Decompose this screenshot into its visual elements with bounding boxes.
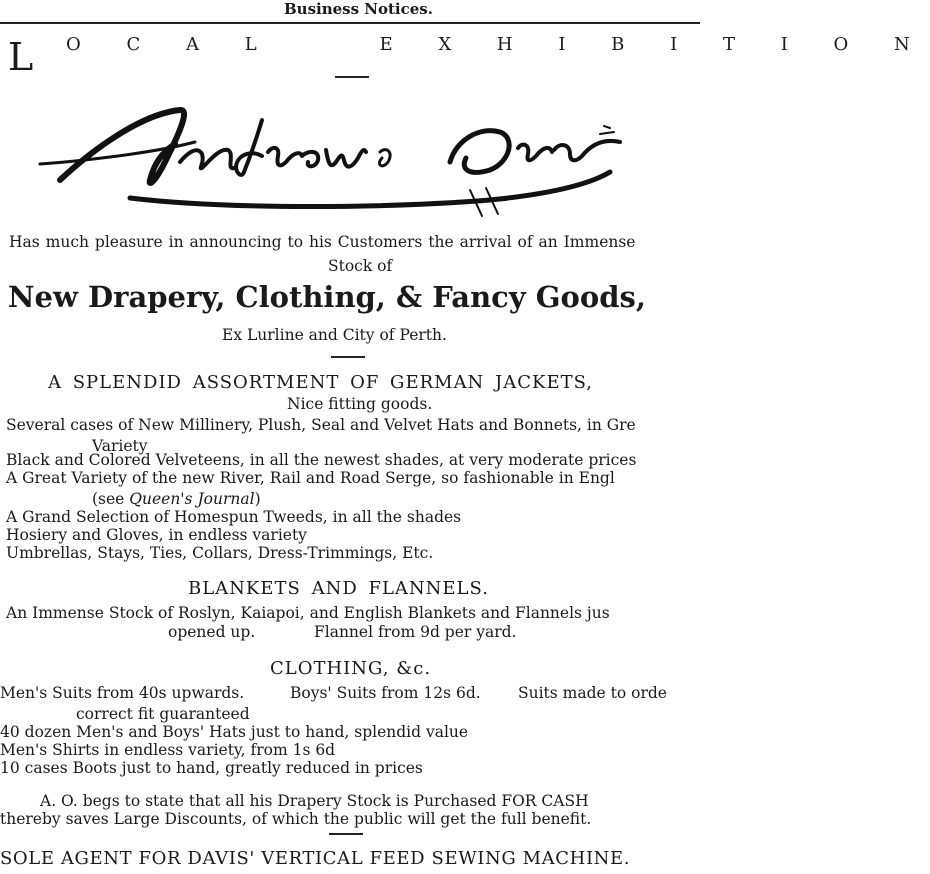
item-hosiery: Hosiery and Gloves, in endless variety [6,526,307,544]
intro-line-1: Has much pleasure in announcing to his Customers the arrival of an Immense [9,233,636,251]
item-millinery-cont: Variety [92,437,148,455]
clothing-hats: 40 dozen Men's and Boys' Hats just to hand, splendid value [0,723,469,741]
jackets-sub: Nice fitting goods. [287,395,433,413]
blankets-line-1: An Immense Stock of Roslyn, Kaiapoi, and English Blankets and Flannels jus [6,604,610,622]
signature-image [30,92,640,222]
exhibition-title: O C A L E X H I B I T I O N [66,34,930,55]
item-millinery: Several cases of New Millinery, Plush, Seal and Velvet Hats and Bonnets, in Gre [6,416,636,434]
intro-line-2: Stock of [328,257,393,275]
main-headline: New Drapery, Clothing, & Fancy Goods, [8,280,646,314]
journal-title: Queen's Journal [129,490,255,508]
item-serge-note-pre: (see [92,490,130,508]
section-title: Business Notices. [284,0,433,18]
blankets-heading: BLANKETS AND FLANNELS. [188,578,489,599]
clothing-fit: correct fit guaranteed [76,705,250,723]
drop-initial: L [8,35,34,79]
blankets-line-2b: Flannel from 9d per yard. [314,623,517,641]
divider-1 [335,76,369,78]
divider-2 [331,356,365,358]
header-rule [0,22,700,24]
clothing-shirts: Men's Shirts in endless variety, from 1s 6d [0,741,336,759]
item-serge-note [92,490,261,508]
item-serge-note-post: ) [254,490,261,508]
cash-line-2: thereby saves Large Discounts, of which the public will get the full benefit. [0,810,592,828]
divider-3 [329,833,363,835]
item-velveteens: Black and Colored Velveteens, in all the newest shades, at very moderate prices [6,451,637,469]
cash-line-1: A. O. begs to state that all his Drapery Stock is Purchased FOR CASH [40,792,589,810]
clothing-boys-suits: Boys' Suits from 12s 6d. [290,684,481,702]
item-serge: A Great Variety of the new River, Rail and Road Serge, so fashionable in Engl [6,469,615,487]
item-tweeds: A Grand Selection of Homespun Tweeds, in all the shades [6,508,462,526]
blankets-line-2a: opened up. [168,623,256,641]
clothing-mens-suits: Men's Suits from 40s upwards. [0,684,245,702]
item-umbrellas: Umbrellas, Stays, Ties, Collars, Dress-Trimmings, Etc. [6,544,434,562]
clothing-made-to-order: Suits made to orde [518,684,667,702]
jackets-heading: A SPLENDID ASSORTMENT OF GERMAN JACKETS, [48,372,594,393]
sole-agent: SOLE AGENT FOR DAVIS' VERTICAL FEED SEWING MACHINE. [0,848,631,869]
clothing-heading: CLOTHING, &c. [270,658,432,679]
headline-sub: Ex Lurline and City of Perth. [222,326,447,344]
clothing-boots: 10 cases Boots just to hand, greatly reduced in prices [0,759,423,777]
